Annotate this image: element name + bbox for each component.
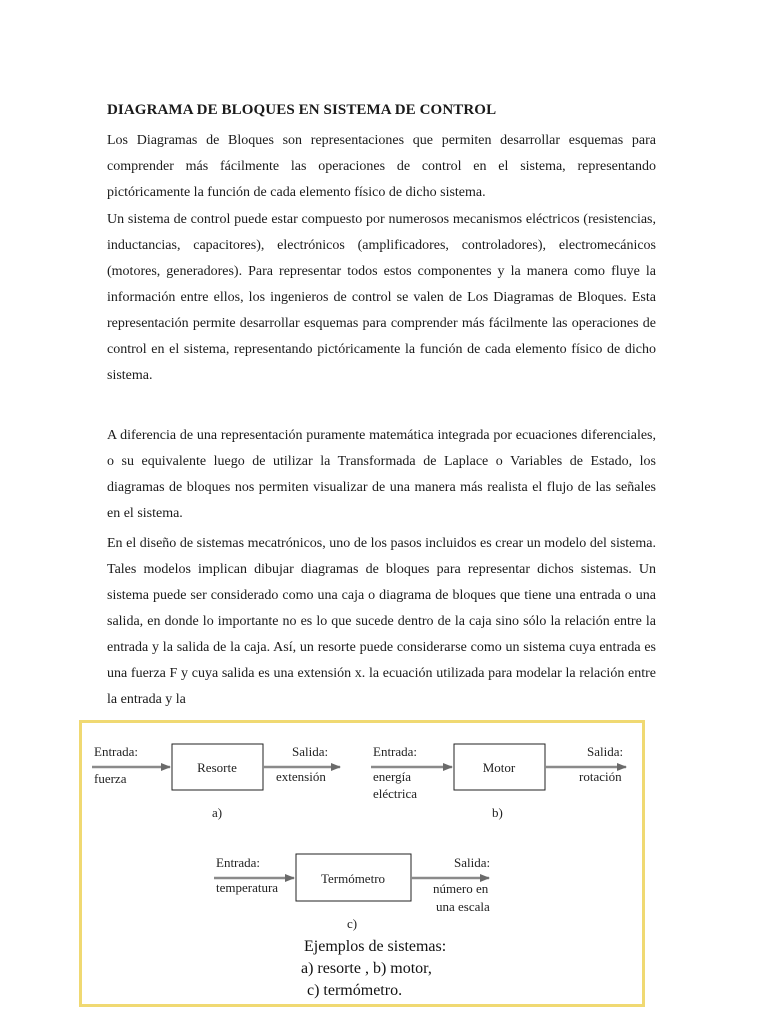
paragraph-4: En el diseño de sistemas mecatrónicos, uno de los pasos incluidos es crear un modelo del sistema. Tales modelos implican dibujar diagramas de bloques para representar dichos sistemas. Un sistema puede ser considerado como una caja o diagrama de bloques que tiene una entrada o una salida, en donde lo importante no es lo que sucede dentro de la caja sino sólo la relación entre la entrada y la salida de la caja. Así, un resorte puede considerarse como un sistema cuya entrada es una fuerza F y cuya salida es una extensión x. la ecuación utilizada para modelar la relación entre la entrada y la	[107, 536, 656, 707]
diagram-c	[214, 854, 490, 931]
diagram-c-block-label: Termómetro	[320, 871, 386, 886]
diagram-a-output-value: extensión	[276, 769, 326, 784]
diagram-a-tag: a)	[212, 805, 223, 820]
diagram-c-output-value-line2: una escala	[436, 899, 490, 914]
diagram-a-input-label: Entrada:	[94, 744, 139, 759]
diagram-a-block-label: Resorte	[197, 760, 237, 775]
diagram-a-output-label: Salida:	[292, 744, 329, 759]
diagram-c-output-label: Salida:	[454, 855, 491, 870]
paragraph-3: A diferencia de una representación puramente matemática integrada por ecuaciones diferenciales, o su equivalente luego de utilizar la Transformada de Laplace o Variables de Estado, los diagramas de bloques nos permiten visualizar de una manera más realista el flujo de las señales en el sistema.	[107, 428, 656, 521]
diagram-a	[92, 744, 340, 820]
diagram-b-input-value-line2: eléctrica	[373, 786, 418, 801]
paragraph-2: Un sistema de control puede estar compuesto por numerosos mecanismos eléctricos (resistencias, inductancias, capacitores), electrónicos (amplificadores, controladores), electromecánicos (motores, generadores). Para representar todos estos componentes y la manera como fluye la información entre ellos, los ingenieros de control se valen de Los Diagramas de Bloques. Esta representación permite desarrollar esquemas para comprender más fácilmente las operaciones de control en el sistema, representando pictóricamente la función de cada elemento físico de dicho sistema.	[107, 212, 656, 383]
diagram-b-tag: b)	[492, 805, 503, 820]
diagram-b-input-label: Entrada:	[373, 744, 418, 759]
document-title: DIAGRAMA DE BLOQUES EN SISTEMA DE CONTROL	[107, 102, 497, 118]
block-diagram-svg	[82, 723, 642, 1004]
diagram-b-input-value-line1: energía	[373, 769, 412, 784]
diagram-c-output-value-line1: número en	[433, 881, 489, 896]
diagram-c-input-label: Entrada:	[216, 855, 261, 870]
figure-caption-line3: c) termómetro.	[307, 982, 403, 999]
figure-caption-line1: Ejemplos de sistemas:	[304, 938, 447, 955]
paragraph-1: Los Diagramas de Bloques son representaciones que permiten desarrollar esquemas para comprender más fácilmente las operaciones de control en el sistema, representando pictóricamente la función de cada elemento físico de dicho sistema.	[107, 133, 656, 200]
diagram-c-input-value: temperatura	[216, 880, 279, 895]
diagram-b-block-label: Motor	[482, 760, 516, 775]
paragraph-4-container	[107, 531, 656, 717]
diagram-b-output-value: rotación	[579, 769, 622, 784]
block-diagram-figure	[79, 720, 645, 1007]
diagram-b	[371, 744, 626, 820]
diagram-a-input-value: fuerza	[94, 771, 127, 786]
figure-caption-line2: a) resorte , b) motor,	[301, 960, 432, 977]
diagram-c-tag: c)	[347, 916, 358, 931]
diagram-b-output-label: Salida:	[587, 744, 624, 759]
